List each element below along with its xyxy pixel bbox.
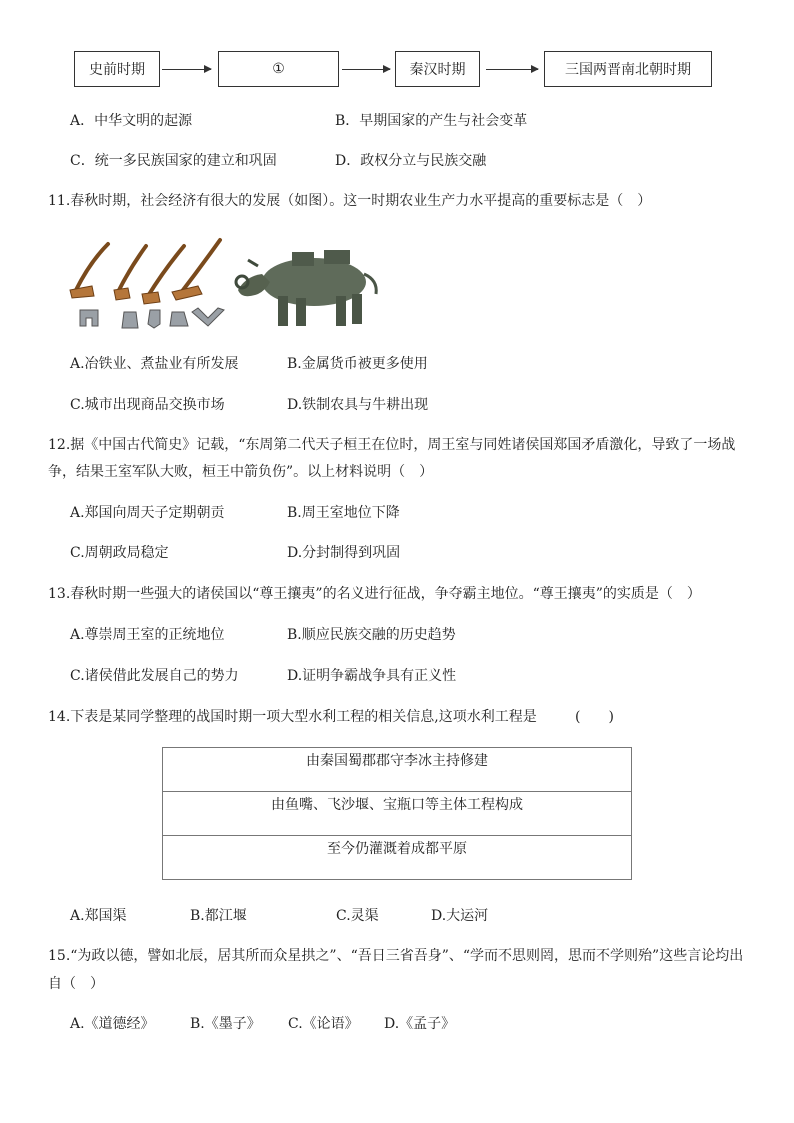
flow-arrow [342,69,390,70]
q14-stem: 14.下表是某同学整理的战国时期一项大型水利工程的相关信息,这项水利工程是 [48,709,537,725]
q11-stem: 11.春秋时期，社会经济有很大的发展（如图）。这一时期农业生产力水平提高的重要标志是（ ） [48,193,652,209]
q15-option-c: C.《论语》 [288,1016,359,1032]
q14-option-c: C.灵渠 [336,908,379,924]
flow-box-qinhan: 秦汉时期 [395,51,480,87]
q13-option-a: A.尊崇周王室的正统地位 [70,627,225,643]
flow-arrow [162,69,211,70]
q15-stem-line2: 自（ ） [48,976,104,992]
flow-box-three-kingdoms: 三国两晋南北朝时期 [544,51,712,87]
q13-option-b: B.顺应民族交融的历史趋势 [287,627,456,643]
q11-option-b: B.金属货币被更多使用 [287,356,428,372]
iron-farm-tools-image [68,232,230,332]
q13-option-c: C.诸侯借此发展自己的势力 [70,668,239,684]
table-cell: 至今仍灌溉着成都平原 [163,836,632,880]
q14-option-d: D.大运河 [431,908,489,924]
q10-option-c: C．统一多民族国家的建立和巩固 [70,153,277,169]
q12-option-b: B.周王室地位下降 [287,505,400,521]
q15-option-d: D.《孟子》 [384,1016,456,1032]
table-cell: 由鱼嘴、飞沙堰、宝瓶口等主体工程构成 [163,792,632,836]
q14-option-b: B.都江堰 [190,908,247,924]
flow-box-prehistoric: 史前时期 [74,51,160,87]
q11-option-a: A.冶铁业、煮盐业有所发展 [70,356,239,372]
q14-info-table [162,747,632,880]
q12-option-c: C.周朝政局稳定 [70,545,169,561]
q13-option-d: D.证明争霸战争具有正义性 [287,668,457,684]
bronze-ox-zun-image [232,230,386,330]
q12-stem-line2: 争，结果王室军队大败，桓王中箭负伤”。以上材料说明（ ） [48,464,434,480]
q10-option-a: A．中华文明的起源 [70,113,193,129]
q14-option-a: A.郑国渠 [70,908,127,924]
q15-option-b: B.《墨子》 [190,1016,261,1032]
q12-option-a: A.郑国向周天子定期朝贡 [70,505,225,521]
flow-box-blank: ① [218,51,339,87]
flow-arrow [486,69,538,70]
q14-answer-paren: ( ) [575,709,614,725]
q13-stem: 13.春秋时期一些强大的诸侯国以“尊王攘夷”的名义进行征战，争夺霸主地位。“尊王攘夷”的实质是（ ） [48,586,701,602]
table-row [163,748,632,792]
q11-option-c: C.城市出现商品交换市场 [70,397,225,413]
table-cell: 由秦国蜀郡郡守李冰主持修建 [163,748,632,792]
q15-option-a: A.《道德经》 [70,1016,155,1032]
q10-option-d: D．政权分立与民族交融 [335,153,487,169]
q10-option-b: B．早期国家的产生与社会变革 [335,113,528,129]
table-row [163,792,632,836]
q12-stem-line1: 12.据《中国古代简史》记载，“东周第二代天子桓王在位时，周王室与同姓诸侯国郑国矛盾激化，导致了一场战 [48,437,736,453]
table-row [163,836,632,880]
q12-option-d: D.分封制得到巩固 [287,545,401,561]
q11-option-d: D.铁制农具与牛耕出现 [287,397,429,413]
q15-stem-line1: 15.“为政以德，譬如北辰，居其所而众星拱之”、“吾日三省吾身”、“学而不思则罔，思而不学则殆”这些言论均出 [48,948,744,964]
